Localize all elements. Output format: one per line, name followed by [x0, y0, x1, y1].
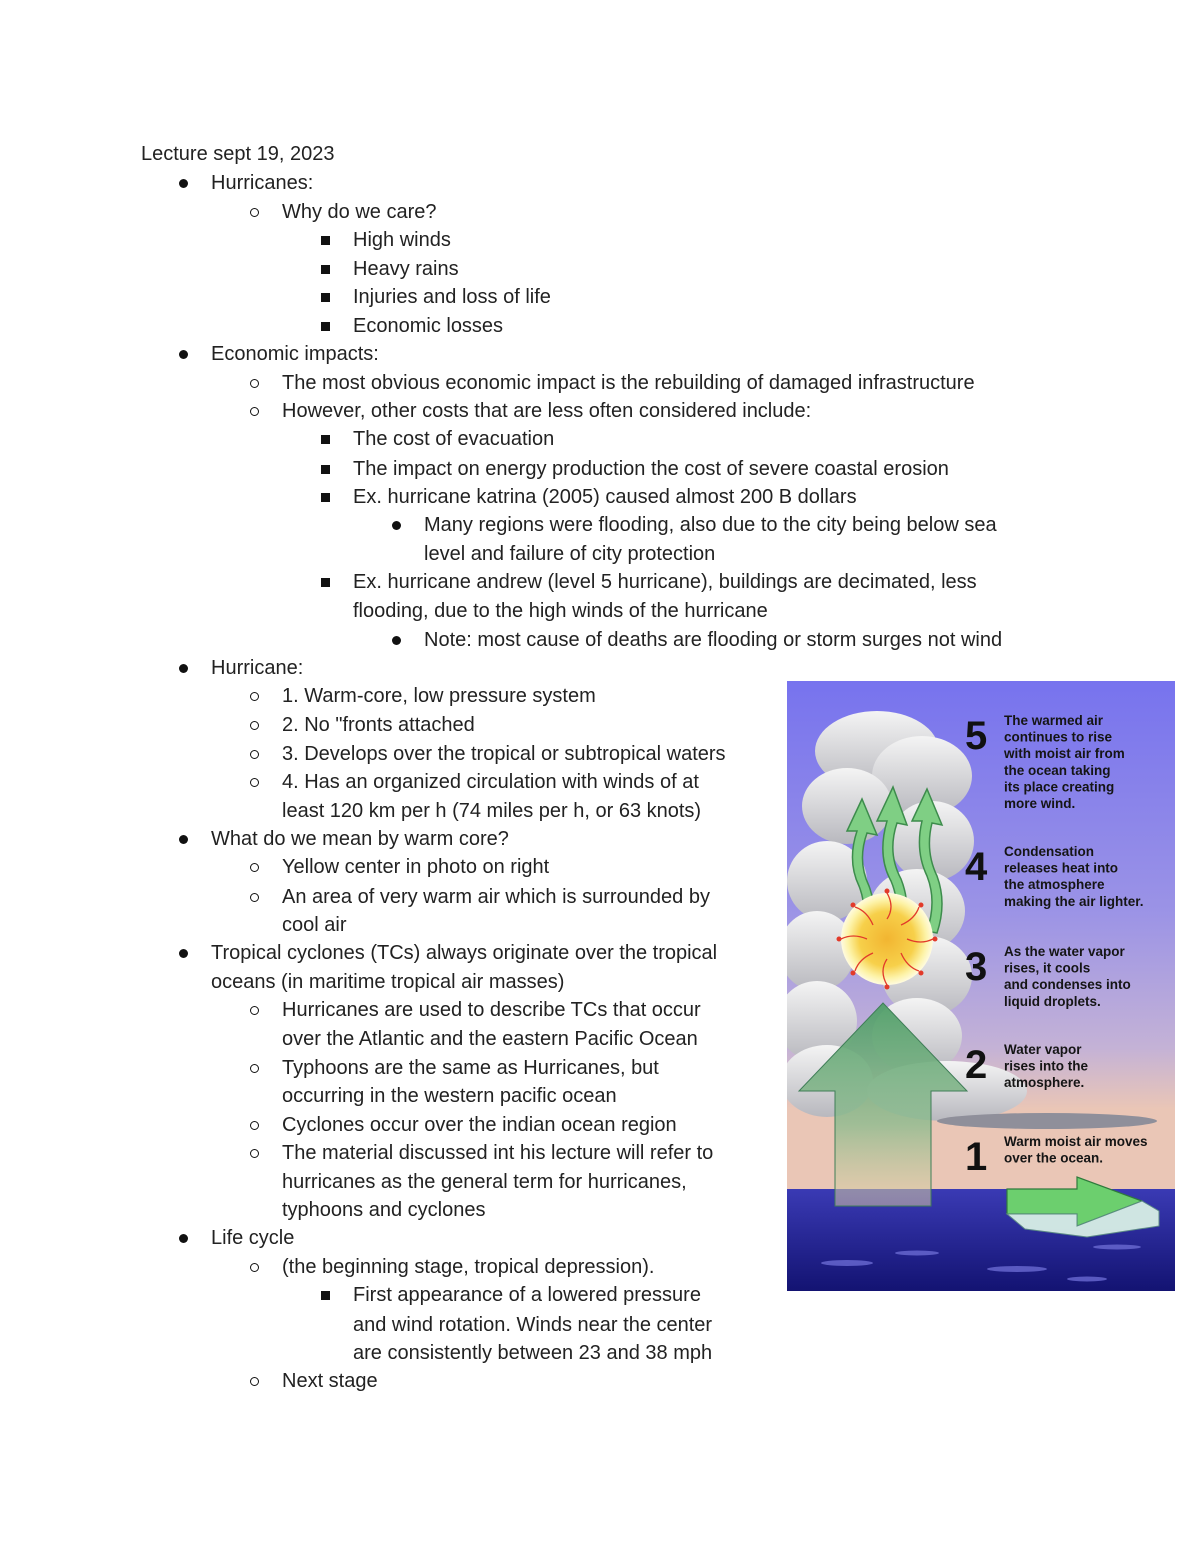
bullet-marker	[250, 1064, 259, 1073]
bullet-marker	[321, 322, 330, 331]
step-caption-line: the atmosphere	[1004, 877, 1105, 893]
step-caption-line: with moist air from	[1004, 746, 1125, 762]
step-caption-line: its place creating	[1004, 779, 1115, 795]
bullet-marker	[392, 636, 401, 645]
bullet-marker	[250, 1377, 259, 1386]
step-caption-line: making the air lighter.	[1004, 893, 1144, 909]
step-caption-line: rises, it cools	[1004, 960, 1091, 976]
outline-line: and wind rotation. Winds near the center	[353, 1314, 713, 1336]
step-caption-line: Condensation	[1004, 844, 1094, 859]
outline-line: flooding, due to the high winds of the hurricane	[353, 600, 768, 622]
step-number: 3	[965, 945, 988, 989]
step-caption-line: The warmed air	[1004, 713, 1104, 728]
bullet-marker	[250, 750, 259, 759]
outline-line: However, other costs that are less often considered include:	[282, 400, 812, 422]
outline-line: Economic impacts:	[211, 343, 379, 365]
warm-core	[837, 889, 938, 990]
step-caption-line: releases heat into	[1004, 860, 1119, 876]
outline-line: oceans (in maritime tropical air masses)	[211, 971, 565, 993]
bullet-marker	[179, 835, 188, 844]
page-title: Lecture sept 19, 2023	[141, 143, 335, 165]
outline-line: Hurricane:	[211, 657, 304, 679]
outline-line: The impact on energy production the cost of severe coastal erosion	[353, 458, 949, 480]
step-caption-line: more wind.	[1004, 796, 1076, 811]
outline-line: hurricanes as the general term for hurricanes,	[282, 1171, 687, 1193]
outline-line: level and failure of city protection	[424, 543, 716, 565]
bullet-marker	[321, 578, 330, 587]
outline-line: Hurricanes are used to describe TCs that occur	[282, 999, 701, 1021]
outline-line: Next stage	[282, 1370, 378, 1392]
bullet-marker	[250, 778, 259, 787]
outline-line: Injuries and loss of life	[353, 286, 551, 308]
bullet-marker	[250, 893, 259, 902]
step-number: 1	[965, 1135, 988, 1179]
hurricane-formation-diagram	[787, 681, 1175, 1291]
outline-line: Why do we care?	[282, 201, 437, 223]
step-caption-line: Water vapor	[1004, 1042, 1082, 1057]
bullet-marker	[179, 664, 188, 673]
step-caption-line: liquid droplets.	[1004, 993, 1101, 1009]
bullet-marker	[321, 236, 330, 245]
bullet-marker	[250, 1121, 259, 1130]
outline-line: Heavy rains	[353, 258, 459, 280]
outline-line: cool air	[282, 914, 347, 936]
outline-line: First appearance of a lowered pressure	[353, 1284, 701, 1306]
bullet-marker	[250, 1149, 259, 1158]
outline-line: 2. No "fronts attached	[282, 714, 475, 736]
outline-line: least 120 km per h (74 miles per h, or 63 knots)	[282, 800, 702, 822]
outline-line: are consistently between 23 and 38 mph	[353, 1342, 713, 1364]
outline-line: Typhoons are the same as Hurricanes, but	[282, 1057, 659, 1079]
bullet-marker	[250, 863, 259, 872]
outline-line: Ex. hurricane andrew (level 5 hurricane), buildings are decimated, less	[353, 571, 977, 593]
step-number: 4	[965, 845, 988, 889]
outline-line: (the beginning stage, tropical depression).	[282, 1256, 655, 1278]
step-caption-line: atmosphere.	[1004, 1075, 1085, 1091]
bullet-marker	[321, 293, 330, 302]
bullet-marker	[250, 721, 259, 730]
bullet-marker	[250, 1263, 259, 1272]
outline-line: Yellow center in photo on right	[282, 856, 550, 878]
bullet-marker	[321, 265, 330, 274]
outline-line: Cyclones occur over the indian ocean region	[282, 1114, 677, 1136]
outline-line: occurring in the western pacific ocean	[282, 1085, 617, 1107]
bullet-marker	[250, 692, 259, 701]
outline-line: An area of very warm air which is surrounded by	[282, 886, 710, 908]
step-caption-line: and condenses into	[1004, 977, 1131, 993]
outline-line: What do we mean by warm core?	[211, 828, 509, 850]
outline-line: The cost of evacuation	[353, 428, 555, 450]
bullet-marker	[321, 1291, 330, 1300]
outline-line: Life cycle	[211, 1227, 295, 1249]
outline-line: Many regions were flooding, also due to the city being below sea	[424, 514, 997, 536]
outline-line: 4. Has an organized circulation with winds of at	[282, 771, 699, 793]
bullet-marker	[321, 465, 330, 474]
outline-line: The most obvious economic impact is the rebuilding of damaged infrastructure	[282, 372, 975, 394]
outline-line: Ex. hurricane katrina (2005) caused almost 200 B dollars	[353, 486, 857, 508]
bullet-marker	[321, 493, 330, 502]
outline-line: Tropical cyclones (TCs) always originate over the tropical	[211, 942, 718, 964]
outline-line: Hurricanes:	[211, 172, 314, 194]
bullet-marker	[179, 350, 188, 359]
step-caption-line: continues to rise	[1004, 729, 1113, 745]
bullet-marker	[250, 208, 259, 217]
step-caption-line: rises into the	[1004, 1058, 1089, 1074]
step-caption-line: Warm moist air moves	[1004, 1134, 1148, 1149]
outline-line: Note: most cause of deaths are flooding or storm surges not wind	[424, 629, 1003, 651]
bullet-marker	[250, 407, 259, 416]
bullet-marker	[392, 521, 401, 530]
step-caption-line: As the water vapor	[1004, 944, 1125, 959]
outline-line: over the Atlantic and the eastern Pacific Ocean	[282, 1028, 698, 1050]
step-number: 2	[965, 1043, 988, 1087]
outline-line: High winds	[353, 229, 451, 251]
step-number: 5	[965, 714, 988, 758]
bullet-marker	[250, 379, 259, 388]
outline-line: Economic losses	[353, 315, 504, 337]
bullet-marker	[179, 949, 188, 958]
outline-line: 1. Warm-core, low pressure system	[282, 685, 596, 707]
outline-line: The material discussed int his lecture will refer to	[282, 1142, 714, 1164]
outline-line: 3. Develops over the tropical or subtropical waters	[282, 743, 726, 765]
bullet-marker	[179, 1234, 188, 1243]
bullet-marker	[321, 435, 330, 444]
bullet-marker	[179, 179, 188, 188]
outline-line: typhoons and cyclones	[282, 1199, 486, 1221]
bullet-marker	[250, 1006, 259, 1015]
step-caption-line: over the ocean.	[1004, 1150, 1104, 1166]
step-caption-line: the ocean taking	[1004, 762, 1111, 778]
